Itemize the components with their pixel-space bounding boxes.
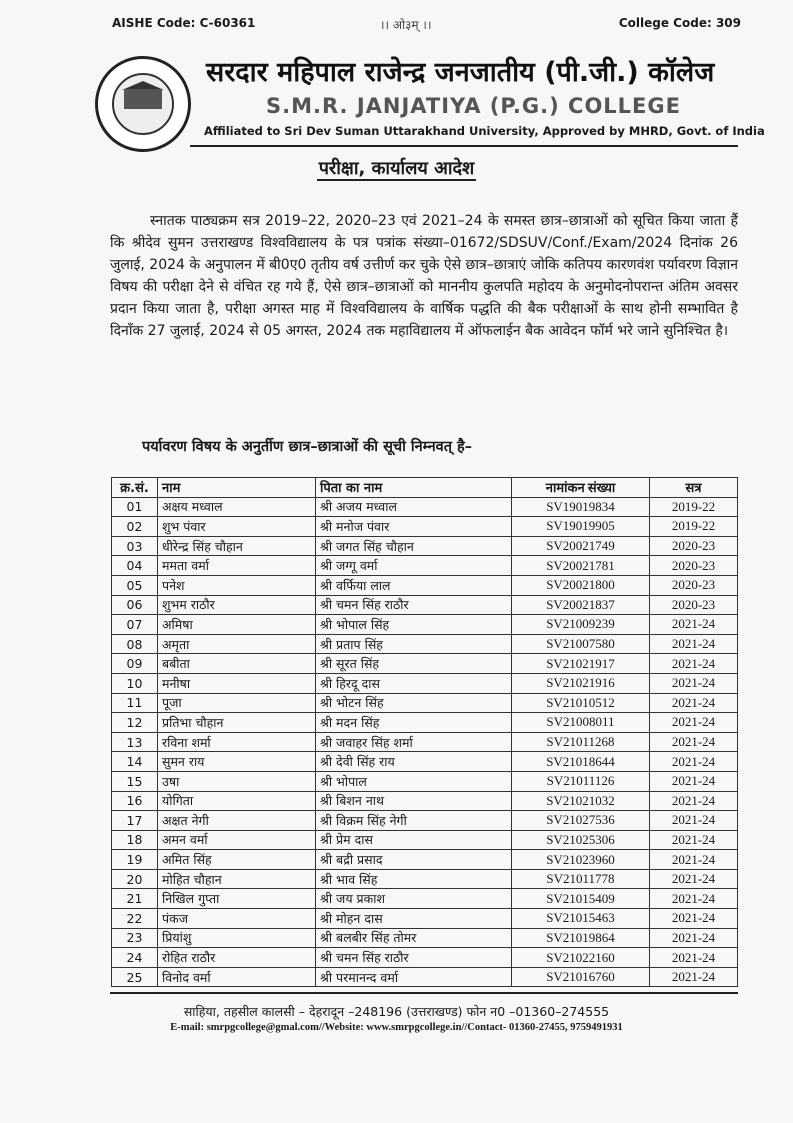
cell-session: 2021-24: [650, 850, 738, 870]
cell-serial: 04: [112, 556, 158, 576]
om-invocation: ।। ओ३म् ।।: [380, 18, 432, 32]
college-code: College Code: 309: [618, 16, 741, 30]
cell-session: 2021-24: [650, 732, 738, 752]
cell-father-name: श्री देवी सिंह राय: [316, 752, 512, 772]
cell-enrolment: SV21015463: [512, 909, 650, 929]
cell-serial: 24: [112, 948, 158, 968]
cell-session: 2020-23: [650, 536, 738, 556]
cell-enrolment: SV21015409: [512, 889, 650, 909]
cell-enrolment: SV21011268: [512, 732, 650, 752]
cell-name: सुमन राय: [158, 752, 316, 772]
cell-enrolment: SV20021800: [512, 575, 650, 595]
cell-serial: 16: [112, 791, 158, 811]
cell-father-name: श्री वर्फिया लाल: [316, 575, 512, 595]
cell-serial: 05: [112, 575, 158, 595]
table-row: [112, 595, 738, 615]
table-row: [112, 850, 738, 870]
logo-emblem: [112, 73, 174, 135]
cell-session: 2021-24: [650, 909, 738, 929]
cell-enrolment: SV20021749: [512, 536, 650, 556]
cell-serial: 18: [112, 830, 158, 850]
table-row: [112, 634, 738, 654]
table-row: [112, 654, 738, 674]
table-row: [112, 771, 738, 791]
cell-enrolment: SV21011778: [512, 869, 650, 889]
cell-serial: 21: [112, 889, 158, 909]
cell-session: 2020-23: [650, 556, 738, 576]
cell-enrolment: SV21021917: [512, 654, 650, 674]
footer-contact: E-mail: smrpgcollege@gmal.com//Website: www.smrpgcollege.in//Contact- 01360-27455, 9759491931: [170, 1022, 623, 1033]
table-row: [112, 948, 738, 968]
cell-name: बबीता: [158, 654, 316, 674]
cell-session: 2020-23: [650, 575, 738, 595]
cell-serial: 09: [112, 654, 158, 674]
cell-enrolment: SV21021916: [512, 673, 650, 693]
cell-session: 2021-24: [650, 654, 738, 674]
cell-name: पनेश: [158, 575, 316, 595]
cell-name: रविना शर्मा: [158, 732, 316, 752]
cell-session: 2021-24: [650, 771, 738, 791]
cell-serial: 02: [112, 517, 158, 537]
cell-enrolment: SV21025306: [512, 830, 650, 850]
cell-name: रोहित राठौर: [158, 948, 316, 968]
table-row: [112, 889, 738, 909]
cell-name: विनोद वर्मा: [158, 967, 316, 987]
cell-session: 2021-24: [650, 673, 738, 693]
cell-enrolment: SV21009239: [512, 615, 650, 635]
cell-session: 2021-24: [650, 713, 738, 733]
cell-session: 2021-24: [650, 889, 738, 909]
header-session: सत्र: [650, 478, 738, 498]
student-list-table: [111, 477, 738, 987]
cell-session: 2021-24: [650, 693, 738, 713]
cell-session: 2021-24: [650, 791, 738, 811]
list-heading: पर्यावरण विषय के अनुर्तीण छात्र–छात्राओं की सूची निम्नवत् है–: [142, 439, 472, 455]
heading-text: परीक्षा, कार्यालय आदेश: [318, 158, 475, 179]
cell-serial: 07: [112, 615, 158, 635]
cell-serial: 22: [112, 909, 158, 929]
cell-father-name: श्री सूरत सिंह: [316, 654, 512, 674]
cell-serial: 20: [112, 869, 158, 889]
cell-father-name: श्री बलबीर सिंह तोमर: [316, 928, 512, 948]
cell-serial: 15: [112, 771, 158, 791]
cell-session: 2021-24: [650, 752, 738, 772]
cell-name: मोहित चौहान: [158, 869, 316, 889]
cell-father-name: श्री मोहन दास: [316, 909, 512, 929]
cell-father-name: श्री परमानन्द वर्मा: [316, 967, 512, 987]
cell-serial: 10: [112, 673, 158, 693]
logo-building-shape: [124, 89, 162, 109]
table-row: [112, 517, 738, 537]
cell-session: 2019-22: [650, 497, 738, 517]
cell-name: निखिल गुप्ता: [158, 889, 316, 909]
cell-name: अक्षत नेगी: [158, 811, 316, 831]
cell-serial: 03: [112, 536, 158, 556]
table-row: [112, 811, 738, 831]
table-header-row: [112, 478, 738, 498]
cell-session: 2021-24: [650, 928, 738, 948]
cell-name: अमन वर्मा: [158, 830, 316, 850]
cell-enrolment: SV19019905: [512, 517, 650, 537]
footer-address: साहिया, तहसील कालसी – देहरादून –248196 (उत्तराखण्ड) फोन न0 –01360–274555: [183, 1004, 610, 1019]
cell-name: अक्षय मध्वाल: [158, 497, 316, 517]
cell-session: 2021-24: [650, 615, 738, 635]
cell-enrolment: SV21021032: [512, 791, 650, 811]
cell-father-name: श्री भोपाल: [316, 771, 512, 791]
cell-session: 2021-24: [650, 869, 738, 889]
table-row: [112, 693, 738, 713]
table-row: [112, 673, 738, 693]
header-divider: [190, 145, 738, 147]
cell-father-name: श्री प्रताप सिंह: [316, 634, 512, 654]
header-father-name: पिता का नाम: [316, 478, 512, 498]
table-row: [112, 497, 738, 517]
college-name-hindi: सरदार महिपाल राजेन्द्र जनजातीय (पी.जी.) कॉलेज: [206, 57, 715, 88]
table-row: [112, 830, 738, 850]
affiliation-line: Affiliated to Sri Dev Suman Uttarakhand University, Approved by MHRD, Govt. of India: [204, 124, 765, 138]
top-line: [0, 14, 793, 34]
table-row: [112, 909, 738, 929]
table-row: [112, 713, 738, 733]
cell-serial: 12: [112, 713, 158, 733]
cell-enrolment: SV21011126: [512, 771, 650, 791]
cell-session: 2021-24: [650, 811, 738, 831]
cell-father-name: श्री चमन सिंह राठौर: [316, 948, 512, 968]
cell-father-name: श्री भाव सिंह: [316, 869, 512, 889]
cell-session: 2020-23: [650, 595, 738, 615]
cell-father-name: श्री मदन सिंह: [316, 713, 512, 733]
cell-serial: 14: [112, 752, 158, 772]
cell-name: अमिषा: [158, 615, 316, 635]
order-body-paragraph: स्नातक पाठ्यक्रम सत्र 2019–22, 2020–23 एवं 2021–24 के समस्त छात्र–छात्राओं को सूचित किया जाता हैं कि श्रीदेव सुमन उत्तराखण्ड विश्वविद्यालय के पत्र पत्रांक संख्या–01672/SDSUV/Conf./Exam/2024 दिनांक 26 जुलाई, 2024 के अनुपालन में बी0ए0 तृतीय वर्ष उत्तीर्ण कर चुके ऐसे छात्र–छात्राएं जोकि कतिपय कारणवंश पर्यावरण विज्ञान विषय की परीक्षा देने से वंचित रह गये हैं, ऐसे छात्र–छात्राओं को माननीय कुलपति महोदय के अनुमोदनोपरान्त अंतिम अवसर प्रदान किया जाता है, परीक्षा अगस्त माह में विश्वविद्यालय के वार्षिक पद्धति की बैक परीक्षाओं के साथ होनी सम्भावित है दिनाँक 27 जुलाई, 2024 से 05 अगस्त, 2024 तक महाविद्यालय में ऑफलाईन बैक आवेदन फॉर्म भरे जाने सुनिश्चित है।: [110, 213, 738, 339]
cell-father-name: श्री भोटन सिंह: [316, 693, 512, 713]
cell-father-name: श्री विक्रम सिंह नेगी: [316, 811, 512, 831]
cell-enrolment: SV21007580: [512, 634, 650, 654]
cell-father-name: श्री बद्री प्रसाद: [316, 850, 512, 870]
table-row: [112, 967, 738, 987]
header-enrolment: नामांकन संख्या: [512, 478, 650, 498]
cell-name: उषा: [158, 771, 316, 791]
cell-enrolment: SV19019834: [512, 497, 650, 517]
cell-enrolment: SV21018644: [512, 752, 650, 772]
table-row: [112, 536, 738, 556]
cell-name: धीरेन्द्र सिंह चौहान: [158, 536, 316, 556]
cell-name: ममता वर्मा: [158, 556, 316, 576]
table-row: [112, 732, 738, 752]
cell-name: शुभ पंवार: [158, 517, 316, 537]
cell-name: अमृता: [158, 634, 316, 654]
cell-enrolment: SV21022160: [512, 948, 650, 968]
cell-serial: 11: [112, 693, 158, 713]
cell-enrolment: SV21010512: [512, 693, 650, 713]
table-row: [112, 869, 738, 889]
college-logo: [95, 56, 191, 152]
aishe-code: AISHE Code: C-60361: [112, 16, 256, 30]
cell-father-name: श्री हिरदू दास: [316, 673, 512, 693]
cell-session: 2021-24: [650, 948, 738, 968]
header-serial: क्र.सं.: [112, 478, 158, 498]
table-row: [112, 791, 738, 811]
cell-father-name: श्री जय प्रकाश: [316, 889, 512, 909]
cell-serial: 13: [112, 732, 158, 752]
cell-session: 2021-24: [650, 967, 738, 987]
cell-serial: 06: [112, 595, 158, 615]
cell-enrolment: SV21019864: [512, 928, 650, 948]
document-heading: [0, 156, 793, 180]
cell-father-name: श्री जवाहर सिंह शर्मा: [316, 732, 512, 752]
cell-session: 2021-24: [650, 634, 738, 654]
cell-name: योगिता: [158, 791, 316, 811]
header-name: नाम: [158, 478, 316, 498]
cell-serial: 17: [112, 811, 158, 831]
cell-father-name: श्री भोपाल सिंह: [316, 615, 512, 635]
cell-father-name: श्री चमन सिंह राठौर: [316, 595, 512, 615]
cell-name: प्रियांशु: [158, 928, 316, 948]
cell-serial: 23: [112, 928, 158, 948]
cell-enrolment: SV21016760: [512, 967, 650, 987]
cell-enrolment: SV20021781: [512, 556, 650, 576]
cell-serial: 01: [112, 497, 158, 517]
cell-father-name: श्री अजय मध्वाल: [316, 497, 512, 517]
cell-enrolment: SV21023960: [512, 850, 650, 870]
cell-name: शुभम राठौर: [158, 595, 316, 615]
cell-serial: 25: [112, 967, 158, 987]
table-row: [112, 575, 738, 595]
cell-enrolment: SV20021837: [512, 595, 650, 615]
cell-enrolment: SV21027536: [512, 811, 650, 831]
cell-session: 2021-24: [650, 830, 738, 850]
cell-serial: 08: [112, 634, 158, 654]
cell-name: प्रतिभा चौहान: [158, 713, 316, 733]
cell-father-name: श्री जग्गू वर्मा: [316, 556, 512, 576]
table-row: [112, 928, 738, 948]
cell-father-name: श्री जगत सिंह चौहान: [316, 536, 512, 556]
cell-serial: 19: [112, 850, 158, 870]
table-row: [112, 615, 738, 635]
footer-divider: [110, 992, 738, 994]
table-row: [112, 752, 738, 772]
cell-name: पूजा: [158, 693, 316, 713]
college-name-english: S.M.R. JANJATIYA (P.G.) COLLEGE: [266, 94, 681, 118]
cell-name: पंकज: [158, 909, 316, 929]
cell-father-name: श्री मनोज पंवार: [316, 517, 512, 537]
cell-name: अमित सिंह: [158, 850, 316, 870]
cell-father-name: श्री बिशन नाथ: [316, 791, 512, 811]
cell-enrolment: SV21008011: [512, 713, 650, 733]
cell-session: 2019-22: [650, 517, 738, 537]
cell-name: मनीषा: [158, 673, 316, 693]
table-row: [112, 556, 738, 576]
cell-father-name: श्री प्रेम दास: [316, 830, 512, 850]
